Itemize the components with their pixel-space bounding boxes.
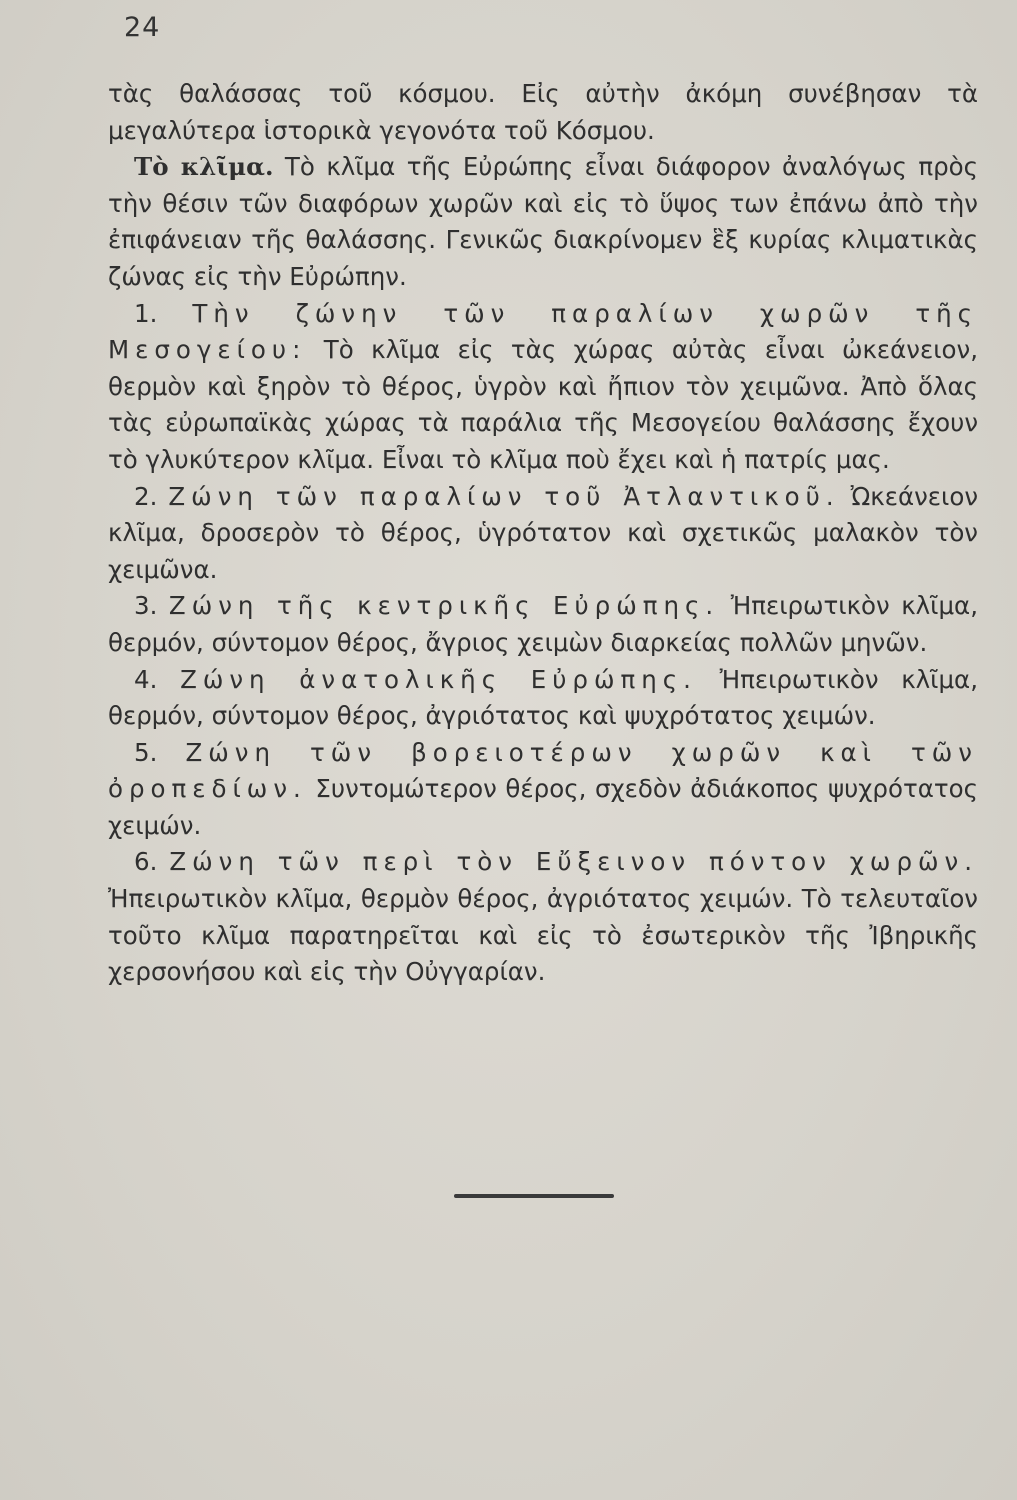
paragraph-zone-3 [108, 588, 978, 661]
zone-heading: Ζώνη τῶν παραλίων τοῦ Ἀτλαντικοῦ. [168, 481, 840, 511]
paragraph-text: Συντομώτερον θέρος, σχεδὸν ἀδιάκοπος ψυχρότατος χειμών. [108, 774, 978, 840]
zone-heading: Ζώνη τῶν βορειοτέρων χωρῶν καὶ τῶν ὀροπεδίων. [108, 737, 978, 804]
paragraph-zone-1 [108, 296, 978, 479]
zone-heading: Ζώνη τῶν περὶ τὸν Εὔξεινον πόντον χωρῶν. [169, 847, 978, 877]
paragraph-text: Ἠπειρωτικὸν κλῖμα, θερμόν, σύντομον θέρος, ἀγριότατος καὶ ψυχρότατος χειμών. [108, 664, 978, 731]
zone-number: 5. [134, 737, 158, 767]
paragraph-text: Τὸ κλῖμα εἰς τὰς χώρας αὐτὰς εἶναι ὠκεάνειον, θερμὸν καὶ ξηρὸν τὸ θέρος, ὑγρὸν καὶ ἤπιον τὸν χειμῶνα. Ἀπὸ ὅλας τὰς εὐρωπαϊκὰς χώρας τὰ παράλια τῆς Μεσογείου θαλάσσης ἔχουν τὸ γλυκύτερον κλῖμα. Εἶναι τὸ κλῖμα ποὺ ἔχει καὶ ἡ πατρίς μας. [108, 335, 978, 474]
zone-heading: Ζώνη ἀνατολικῆς Εὐρώπης. [180, 664, 697, 694]
paragraph-text: Τὸ κλῖμα τῆς Εὐρώπης εἶναι διάφορον ἀναλόγως πρὸς τὴν θέσιν τῶν διαφόρων χωρῶν καὶ εἰς τὸ ὕψος των ἐπάνω ἀπὸ τὴν ἐπιφάνειαν τῆς θαλάσσης. Γενικῶς διακρίνομεν ἓξ κυρίας κλιματικὰς ζώνας εἰς τὴν Εὐρώπην. [108, 152, 978, 291]
paragraph-zone-4 [108, 662, 978, 735]
zone-heading: Τὴν ζώνην τῶν παραλίων χωρῶν τῆς Μεσογείου: [108, 298, 978, 365]
paragraph-text: Ἠπειρωτικὸν κλῖμα, θερμόν, σύντομον θέρος, ἄγριος χειμὼν διαρκείας πολλῶν μηνῶν. [108, 591, 978, 657]
paragraph-intro [108, 76, 978, 149]
zone-number: 2. [134, 481, 158, 511]
body-text [108, 76, 978, 991]
paragraph-text: Ἠπειρωτικὸν κλῖμα, θερμὸν θέρος, ἀγριότατος χειμών. Τὸ τελευταῖον τοῦτο κλῖμα παρατηρεῖται καὶ εἰς τὸ ἐσωτερικὸν τῆς Ἰβηρικῆς χερσονήσου καὶ εἰς τὴν Οὐγγαρίαν. [108, 884, 978, 987]
paragraph-zone-6 [108, 844, 978, 990]
paragraph-zone-2 [108, 479, 978, 589]
paragraph-text: Ὠκεάνειον κλῖμα, δροσερὸν τὸ θέρος, ὑγρότατον καὶ σχετικῶς μαλακὸν τὸν χειμῶνα. [108, 481, 978, 584]
page-number: 24 [124, 12, 161, 43]
zone-number: 4. [134, 664, 158, 694]
section-heading-climate: Τὸ κλῖμα. [134, 152, 274, 182]
zone-number: 3. [134, 591, 158, 621]
paragraph-climate [108, 149, 978, 295]
zone-number: 6. [134, 847, 158, 877]
paragraph-text: τὰς θαλάσσας τοῦ κόσμου. Εἰς αὐτὴν ἀκόμη συνέβησαν τὰ μεγαλύτερα ἱστορικὰ γεγονότα τοῦ Κόσμου. [108, 79, 978, 145]
paragraph-zone-5 [108, 735, 978, 845]
zone-heading: Ζώνη τῆς κεντρικῆς Εὐρώπης. [168, 591, 720, 621]
zone-number: 1. [134, 298, 158, 328]
end-rule [454, 1194, 614, 1198]
